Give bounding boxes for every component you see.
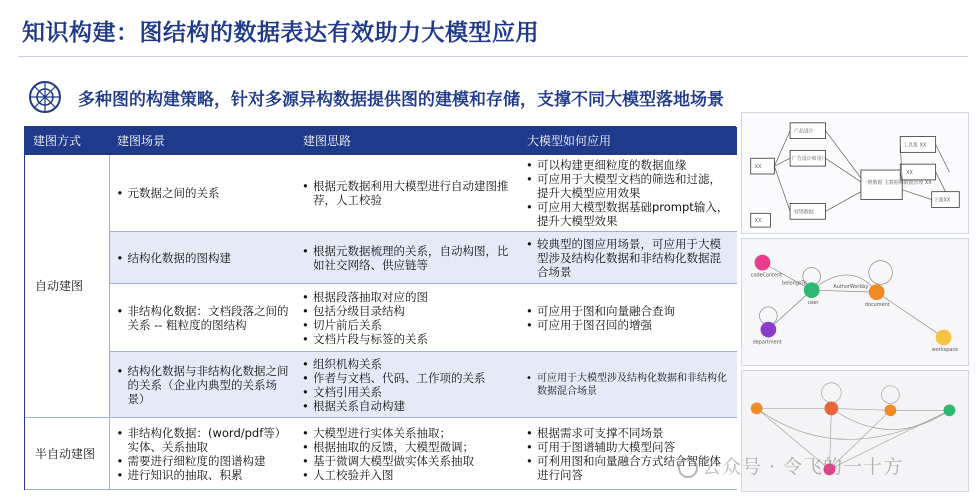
strategy-table <box>24 126 736 490</box>
subtitle-text: 多种图的构建策略，针对多源异构数据提供图的建模和存储，支撑不同大模型落地场景 <box>78 89 724 110</box>
header-usage: 大模型如何应用 <box>519 127 737 155</box>
watermark-text: 公众号 · 令飞的一十方 <box>702 456 904 478</box>
list-item: • 可应用于大模型涉及结构化数据和非结构化数据混合场景 <box>525 372 731 398</box>
method-semi: 半自动建图 <box>25 418 109 490</box>
list-item: • 较典型的图应用场景，可应用于大模型涉及结构化数据和非结构化数据混合场景 <box>525 237 731 279</box>
lineage-node: XX <box>754 164 762 171</box>
lineage-node: 营销数据 <box>794 209 814 216</box>
relation-node <box>751 402 763 414</box>
list-item: • 元数据之间的关系 <box>116 186 290 200</box>
usage-cell <box>519 284 737 352</box>
list-item: • 可应用于大模型文档的筛选和过滤，提升大模型应用效果 <box>525 172 731 200</box>
list-item: • 可应用于图召回的增强 <box>525 318 731 332</box>
list-item: • 大模型进行实体关系抽取； <box>301 426 513 440</box>
table-row <box>25 232 737 284</box>
list-item: • 根据关系自动构建 <box>301 399 513 413</box>
lineage-node: 一维数据 主数据和数据管理 XX <box>862 179 932 186</box>
header-method: 建图方式 <box>25 127 109 155</box>
relation-node <box>825 401 839 415</box>
list-item: • 进行知识的抽取、积累 <box>116 468 290 482</box>
graph-node-label: user <box>807 299 819 306</box>
table-row <box>25 155 737 232</box>
table-header-row <box>25 127 737 155</box>
network-globe-icon <box>28 80 62 114</box>
scene-cell <box>109 418 295 490</box>
lineage-node: 工具集 XX <box>903 142 927 149</box>
list-item: • 根据抽取的反馈，大模型微调； <box>301 440 513 454</box>
list-item: • 结构化数据的图构建 <box>116 251 290 265</box>
scene-cell <box>109 352 295 418</box>
usage-cell <box>519 352 737 418</box>
table-row <box>25 284 737 352</box>
approach-cell <box>295 155 519 232</box>
list-item: • 可应用于图和向量融合查询 <box>525 304 731 318</box>
relation-node <box>944 404 956 416</box>
list-item: • 根据元数据梳理的关系，自动构图，比如社交网络、供应链等 <box>301 244 513 272</box>
approach-cell <box>295 232 519 284</box>
usage-cell <box>519 155 737 232</box>
header-approach: 建图思路 <box>295 127 519 155</box>
graph-edge-label: AuthorWorkby <box>833 284 869 291</box>
department-node <box>761 322 777 338</box>
relation-node <box>885 404 897 416</box>
scene-cell <box>109 232 295 284</box>
page-title: 知识构建：图结构的数据表达有效助力大模型应用 <box>22 20 539 46</box>
codecontent-node <box>755 255 771 271</box>
approach-cell <box>295 284 519 352</box>
lineage-node: 广告设计和用户 <box>792 156 827 163</box>
watermark <box>678 452 903 479</box>
graph-node-label: department <box>752 339 782 346</box>
list-item: • 基于微调大模型做实体关系抽取 <box>301 454 513 468</box>
wechat-icon <box>678 458 698 478</box>
list-item: • 根据需求可支撑不同场景 <box>525 426 731 440</box>
lineage-diagram <box>741 112 969 234</box>
list-item: • 根据元数据利用大模型进行自动建图推荐，人工校验 <box>301 179 513 207</box>
list-item: • 根据段落抽取对应的图 <box>301 290 513 304</box>
approach-cell <box>295 352 519 418</box>
list-item: • 组织机构关系 <box>301 357 513 371</box>
list-item: • 文档片段与标签的关系 <box>301 332 513 346</box>
subtitle-row <box>28 80 724 114</box>
header-scene: 建图场景 <box>109 127 295 155</box>
document-node <box>869 284 885 300</box>
workspace-node <box>936 330 952 346</box>
graph-node-label: workspace <box>931 347 959 354</box>
scene-cell <box>109 284 295 352</box>
list-item: • 非结构化数据：文档段落之间的关系 -- 粗粒度的图结构 <box>116 304 290 332</box>
entity-graph-svg <box>742 239 968 365</box>
entity-graph <box>741 238 969 366</box>
table-row <box>25 352 737 418</box>
lineage-node: 下游XX <box>933 197 951 204</box>
list-item: • 文档引用关系 <box>301 385 513 399</box>
list-item: • 可用于图谱辅助大模型问答 <box>525 440 731 454</box>
lineage-diagram-svg <box>742 113 968 233</box>
list-item: • 人工校验并入图 <box>301 468 513 482</box>
graph-node-label: codeContent <box>750 272 783 279</box>
lineage-node: XX <box>754 218 762 225</box>
list-item: • 非结构化数据：(word/pdf等）实体、关系抽取 <box>116 426 290 454</box>
graph-node-label: document <box>864 301 890 308</box>
usage-cell <box>519 232 737 284</box>
list-item: • 作者与文档、代码、工作项的关系 <box>301 371 513 385</box>
list-item: • 可以构建更细粒度的数据血缘 <box>525 158 731 172</box>
list-item: • 需要进行细粒度的图谱构建 <box>116 454 290 468</box>
list-item: • 包括分级目录结构 <box>301 304 513 318</box>
list-item: • 可应用大模型数据基础prompt输入，提升大模型效果 <box>525 200 731 228</box>
lineage-node: 产品设计 <box>794 128 814 135</box>
approach-cell <box>295 418 519 490</box>
title-divider <box>18 56 968 57</box>
method-auto: 自动建图 <box>25 155 109 418</box>
graph-edge-label: belongsTo <box>782 280 807 287</box>
list-item: • 切片前后关系 <box>301 318 513 332</box>
list-item: • 可利用图和向量融合方式结合智能体进行问答 <box>525 454 731 482</box>
scene-cell <box>109 155 295 232</box>
table-row <box>25 418 737 490</box>
list-item: • 结构化数据与非结构化数据之间的关系（企业内典型的关系场景） <box>116 364 290 406</box>
lineage-node: XX <box>906 169 913 176</box>
